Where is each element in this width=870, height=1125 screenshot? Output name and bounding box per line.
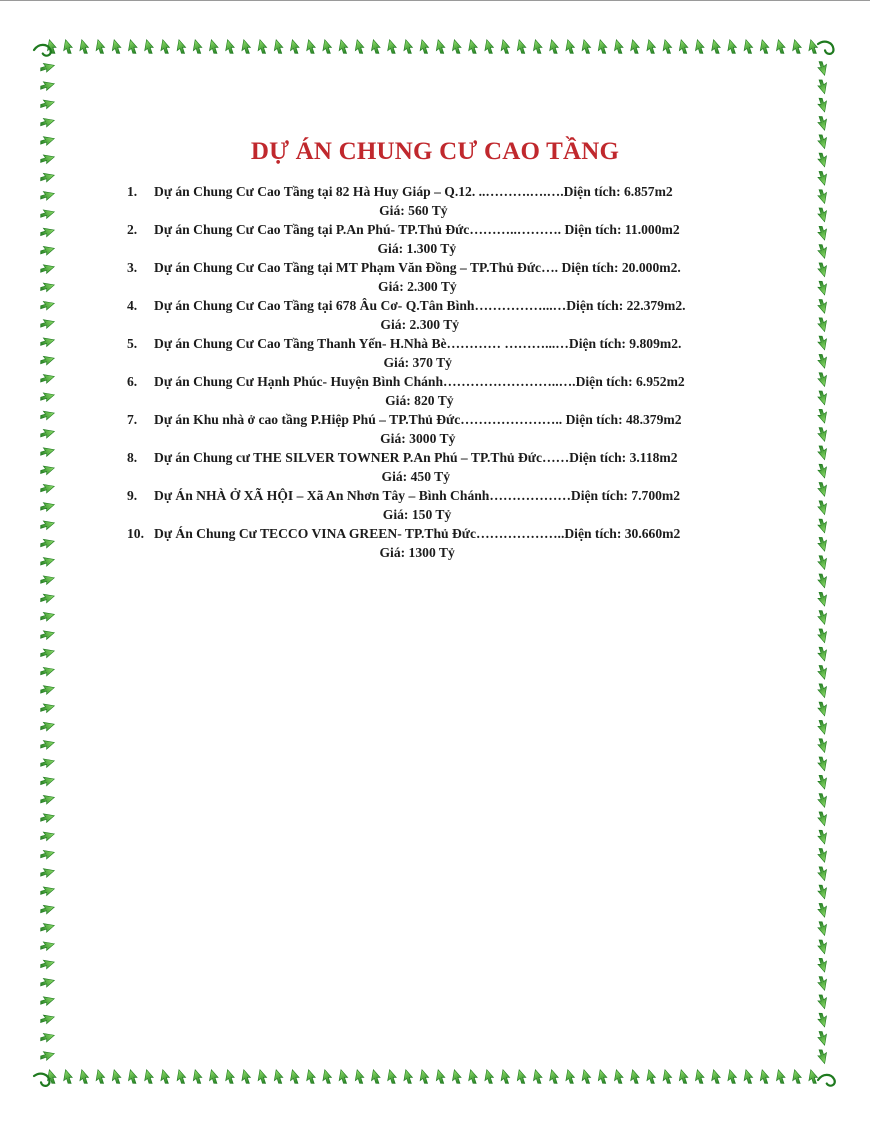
- green-arrow-icon: [815, 262, 829, 277]
- project-price-line: [127, 467, 787, 486]
- green-arrow-icon: [40, 427, 55, 441]
- green-arrow-icon: [815, 1031, 829, 1046]
- green-arrow-icon: [815, 573, 829, 588]
- project-line: [127, 486, 787, 505]
- project-price-line: [127, 543, 787, 562]
- green-arrow-icon: [726, 40, 740, 55]
- green-arrow-icon: [40, 189, 55, 203]
- project-price: Giá: 150 Tỷ: [382, 507, 452, 522]
- green-arrow-icon: [40, 391, 55, 405]
- green-arrow-icon: [40, 629, 55, 643]
- green-arrow-icon: [418, 40, 432, 55]
- project-number: 5.: [127, 336, 138, 351]
- green-arrow-icon: [661, 1070, 675, 1085]
- green-arrow-icon: [353, 40, 367, 55]
- project-price: Giá: 2.300 Tỷ: [380, 317, 460, 332]
- green-arrow-icon: [40, 336, 55, 350]
- green-arrow-icon: [223, 40, 237, 55]
- green-arrow-icon: [40, 1031, 55, 1045]
- green-arrow-icon: [385, 1070, 399, 1085]
- green-arrow-icon: [142, 40, 156, 55]
- green-arrow-icon: [434, 1070, 448, 1085]
- green-arrow-icon: [159, 40, 173, 55]
- green-arrow-icon: [483, 40, 497, 55]
- green-arrow-icon: [369, 40, 383, 55]
- green-arrow-icon: [790, 40, 804, 55]
- project-price-line: [127, 315, 787, 334]
- green-arrow-icon: [815, 500, 829, 515]
- green-arrow-icon: [288, 1070, 302, 1085]
- green-arrow-icon: [815, 1049, 829, 1064]
- project-item: [127, 220, 787, 258]
- green-arrow-icon: [815, 244, 829, 259]
- project-price: Giá: 820 Tỷ: [385, 393, 454, 408]
- green-arrow-icon: [815, 719, 829, 734]
- green-arrow-icon: [40, 555, 55, 569]
- green-arrow-icon: [628, 1070, 642, 1085]
- green-arrow-icon: [815, 463, 829, 478]
- green-arrow-icon: [40, 61, 55, 75]
- green-arrow-icon: [815, 774, 829, 789]
- green-arrow-icon: [815, 445, 829, 460]
- green-arrow-icon: [40, 317, 55, 331]
- green-arrow-icon: [499, 1070, 513, 1085]
- green-arrow-icon: [94, 1070, 108, 1085]
- green-arrow-icon: [466, 1070, 480, 1085]
- green-arrow-icon: [402, 40, 416, 55]
- green-arrow-icon: [815, 79, 829, 94]
- green-arrow-icon: [337, 40, 351, 55]
- project-item: [127, 486, 787, 524]
- green-arrow-icon: [677, 1070, 691, 1085]
- green-arrow-icon: [466, 40, 480, 55]
- project-description: Dự án Chung Cư Cao Tầng tại 678 Âu Cơ- Q.Tân Bình……………...…Diện tích: 22.379m2.: [154, 298, 686, 313]
- green-arrow-icon: [815, 921, 829, 936]
- green-arrow-icon: [40, 116, 55, 130]
- green-arrow-icon: [78, 40, 92, 55]
- green-arrow-icon: [78, 1070, 92, 1085]
- green-arrow-icon: [483, 1070, 497, 1085]
- corner-swirl-icon: [817, 40, 835, 54]
- green-arrow-icon: [272, 1070, 286, 1085]
- project-price-line: [127, 391, 787, 410]
- green-arrow-icon: [564, 1070, 578, 1085]
- green-arrow-icon: [418, 1070, 432, 1085]
- green-arrow-icon: [175, 40, 189, 55]
- green-arrow-icon: [815, 756, 829, 771]
- project-price: Giá: 1300 Tỷ: [379, 545, 455, 560]
- green-arrow-icon: [40, 885, 55, 899]
- project-number: 3.: [127, 260, 138, 275]
- project-price: Giá: 3000 Tỷ: [380, 431, 456, 446]
- project-number: 6.: [127, 374, 138, 389]
- project-line: [127, 410, 787, 429]
- green-arrow-icon: [815, 482, 829, 497]
- green-arrow-icon: [815, 866, 829, 881]
- green-arrow-icon: [40, 500, 55, 514]
- green-arrow-icon: [612, 40, 626, 55]
- project-description: Dự án Chung Cư Cao Tầng tại P.An Phú- TP.Thủ Đức………..………. Diện tích: 11.000m2: [154, 222, 680, 237]
- project-number: 1.: [127, 184, 138, 199]
- project-line: [127, 258, 787, 277]
- green-arrow-icon: [774, 40, 788, 55]
- project-price-line: [127, 239, 787, 258]
- project-description: Dự án Chung Cư Hạnh Phúc- Huyện Bình Chánh……………………..….Diện tích: 6.952m2: [154, 374, 685, 389]
- project-item: [127, 296, 787, 334]
- project-number: 7.: [127, 412, 138, 427]
- project-item: [127, 372, 787, 410]
- project-description: Dự án Chung Cư Cao Tầng Thanh Yến- H.Nhà Bè………… ………...…Diện tích: 9.809m2.: [154, 336, 682, 351]
- green-arrow-icon: [126, 40, 140, 55]
- green-arrow-icon: [304, 1070, 318, 1085]
- green-arrow-icon: [304, 40, 318, 55]
- green-arrow-icon: [191, 1070, 205, 1085]
- green-arrow-icon: [40, 208, 55, 222]
- green-arrow-icon: [40, 866, 55, 880]
- green-arrow-icon: [40, 592, 55, 606]
- green-arrow-icon: [40, 848, 55, 862]
- green-arrow-icon: [40, 976, 55, 990]
- green-arrow-icon: [207, 40, 221, 55]
- green-arrow-icon: [40, 464, 55, 478]
- green-arrow-icon: [815, 701, 829, 716]
- green-arrow-icon: [815, 335, 829, 350]
- project-price-line: [127, 429, 787, 448]
- green-arrow-icon: [580, 1070, 594, 1085]
- green-arrow-icon: [790, 1070, 804, 1085]
- page-title: DỰ ÁN CHUNG CƯ CAO TẦNG: [250, 138, 620, 165]
- green-arrow-icon: [815, 61, 829, 76]
- green-arrow-icon: [815, 811, 829, 826]
- green-arrow-icon: [321, 40, 335, 55]
- project-price-line: [127, 201, 787, 220]
- project-number: 2.: [127, 222, 138, 237]
- green-arrow-icon: [645, 40, 659, 55]
- green-arrow-icon: [807, 40, 821, 55]
- green-arrow-icon: [815, 646, 829, 661]
- green-arrow-icon: [40, 574, 55, 588]
- project-description: Dự án Chung Cư Cao Tầng tại MT Phạm Văn Đồng – TP.Thủ Đức…. Diện tích: 20.000m2.: [154, 260, 681, 275]
- green-arrow-icon: [40, 446, 55, 460]
- green-arrow-icon: [434, 40, 448, 55]
- green-arrow-icon: [337, 1070, 351, 1085]
- green-arrow-icon: [40, 647, 55, 661]
- green-arrow-icon: [207, 1070, 221, 1085]
- green-arrow-icon: [223, 1070, 237, 1085]
- green-arrow-icon: [596, 1070, 610, 1085]
- green-arrow-icon: [40, 921, 55, 935]
- green-arrow-icon: [815, 189, 829, 204]
- green-arrow-icon: [191, 40, 205, 55]
- green-arrow-icon: [815, 1012, 829, 1027]
- green-arrow-icon: [40, 482, 55, 496]
- green-arrow-icon: [628, 40, 642, 55]
- green-arrow-icon: [815, 793, 829, 808]
- project-line: [127, 220, 787, 239]
- green-arrow-icon: [742, 40, 756, 55]
- project-description: Dự Án NHÀ Ở XÃ HỘI – Xã An Nhơn Tây – Bình Chánh………………Diện tích: 7.700m2: [154, 488, 681, 503]
- project-item: [127, 258, 787, 296]
- green-arrow-icon: [815, 280, 829, 295]
- green-arrow-icon: [815, 518, 829, 533]
- green-arrow-icon: [40, 958, 55, 972]
- green-arrow-icon: [693, 40, 707, 55]
- project-price: Giá: 2.300 Tỷ: [378, 279, 457, 294]
- green-arrow-icon: [450, 40, 464, 55]
- green-arrow-icon: [272, 40, 286, 55]
- project-item: [127, 448, 787, 486]
- project-number: 4.: [127, 298, 138, 313]
- green-arrow-icon: [40, 226, 55, 240]
- project-description: Dự án Chung Cư Cao Tầng tại 82 Hà Huy Giáp – Q.12. ..……….….….Diện tích: 6.857m2: [154, 184, 673, 199]
- green-arrow-icon: [774, 1070, 788, 1085]
- green-arrow-icon: [515, 40, 529, 55]
- green-arrow-icon: [385, 40, 399, 55]
- green-arrow-icon: [40, 793, 55, 807]
- project-number: 8.: [127, 450, 138, 465]
- green-arrow-icon: [40, 98, 55, 112]
- green-arrow-icon: [40, 610, 55, 624]
- green-arrow-icon: [40, 775, 55, 789]
- green-arrow-icon: [693, 1070, 707, 1085]
- green-arrow-icon: [40, 812, 55, 826]
- green-arrow-icon: [61, 40, 75, 55]
- green-arrow-icon: [815, 683, 829, 698]
- green-arrow-icon: [256, 1070, 270, 1085]
- green-arrow-icon: [40, 244, 55, 258]
- green-arrow-icon: [175, 1070, 189, 1085]
- green-arrow-icon: [758, 1070, 772, 1085]
- green-arrow-icon: [815, 591, 829, 606]
- green-arrow-icon: [531, 40, 545, 55]
- green-arrow-icon: [758, 40, 772, 55]
- project-line: [127, 448, 787, 467]
- green-arrow-icon: [142, 1070, 156, 1085]
- green-arrow-icon: [815, 390, 829, 405]
- green-arrow-icon: [40, 683, 55, 697]
- project-description: Dự án Khu nhà ở cao tầng P.Hiệp Phú – TP.Thủ Đức………………….. Diện tích: 48.379m2: [154, 412, 682, 427]
- green-arrow-icon: [94, 40, 108, 55]
- green-arrow-icon: [709, 40, 723, 55]
- project-item: [127, 524, 787, 562]
- green-arrow-icon: [450, 1070, 464, 1085]
- green-arrow-icon: [815, 884, 829, 899]
- green-arrow-icon: [40, 720, 55, 734]
- green-arrow-icon: [815, 207, 829, 222]
- green-arrow-icon: [815, 353, 829, 368]
- green-arrow-icon: [321, 1070, 335, 1085]
- green-arrow-icon: [126, 1070, 140, 1085]
- green-arrow-icon: [40, 903, 55, 917]
- project-price-line: [127, 353, 787, 372]
- project-number: 9.: [127, 488, 138, 503]
- green-arrow-icon: [40, 702, 55, 716]
- green-arrow-icon: [499, 40, 513, 55]
- green-arrow-icon: [40, 80, 55, 94]
- green-arrow-icon: [815, 299, 829, 314]
- project-description: Dự án Chung cư THE SILVER TOWNER P.An Phú – TP.Thủ Đức……Diện tích: 3.118m2: [154, 450, 678, 465]
- project-item: [127, 182, 787, 220]
- green-arrow-icon: [815, 994, 829, 1009]
- green-arrow-icon: [709, 1070, 723, 1085]
- green-arrow-icon: [40, 940, 55, 954]
- green-arrow-icon: [645, 1070, 659, 1085]
- green-arrow-icon: [40, 263, 55, 277]
- green-arrow-icon: [40, 519, 55, 533]
- project-list: [127, 182, 787, 562]
- green-arrow-icon: [547, 40, 561, 55]
- green-arrow-icon: [240, 1070, 254, 1085]
- green-arrow-icon: [815, 939, 829, 954]
- green-arrow-icon: [40, 757, 55, 771]
- green-arrow-icon: [564, 40, 578, 55]
- green-arrow-icon: [612, 1070, 626, 1085]
- project-item: [127, 410, 787, 448]
- green-arrow-icon: [256, 40, 270, 55]
- project-price: Giá: 1.300 Tỷ: [377, 241, 457, 256]
- project-item: [127, 334, 787, 372]
- green-arrow-icon: [40, 1049, 55, 1063]
- green-arrow-icon: [531, 1070, 545, 1085]
- project-line: [127, 296, 787, 315]
- corner-swirl-icon: [33, 1072, 51, 1086]
- project-line: [127, 524, 787, 543]
- project-price: Giá: 370 Tỷ: [383, 355, 452, 370]
- green-arrow-icon: [815, 408, 829, 423]
- green-arrow-icon: [40, 171, 55, 185]
- green-arrow-icon: [742, 1070, 756, 1085]
- green-arrow-icon: [815, 116, 829, 131]
- project-line: [127, 334, 787, 353]
- green-arrow-icon: [596, 40, 610, 55]
- green-arrow-icon: [547, 1070, 561, 1085]
- green-arrow-icon: [580, 40, 594, 55]
- green-arrow-icon: [815, 372, 829, 387]
- green-arrow-icon: [661, 40, 675, 55]
- green-arrow-icon: [353, 1070, 367, 1085]
- green-arrow-icon: [40, 281, 55, 295]
- green-arrow-icon: [815, 628, 829, 643]
- green-arrow-icon: [815, 170, 829, 185]
- green-arrow-icon: [159, 1070, 173, 1085]
- green-arrow-icon: [40, 665, 55, 679]
- green-arrow-icon: [815, 829, 829, 844]
- green-arrow-icon: [815, 976, 829, 991]
- green-arrow-icon: [815, 610, 829, 625]
- project-line: [127, 372, 787, 391]
- green-arrow-icon: [815, 555, 829, 570]
- green-arrow-icon: [815, 665, 829, 680]
- green-arrow-icon: [677, 40, 691, 55]
- green-arrow-icon: [288, 40, 302, 55]
- green-arrow-icon: [815, 957, 829, 972]
- project-price-line: [127, 505, 787, 524]
- project-number: 10.: [127, 526, 144, 541]
- green-arrow-icon: [369, 1070, 383, 1085]
- green-arrow-icon: [815, 738, 829, 753]
- green-arrow-icon: [515, 1070, 529, 1085]
- green-arrow-icon: [40, 1013, 55, 1027]
- green-arrow-icon: [815, 427, 829, 442]
- green-arrow-icon: [815, 317, 829, 332]
- project-price-line: [127, 277, 787, 296]
- green-arrow-icon: [402, 1070, 416, 1085]
- green-arrow-icon: [40, 354, 55, 368]
- green-arrow-icon: [110, 40, 124, 55]
- project-price: Giá: 560 Tỷ: [379, 203, 448, 218]
- project-description: Dự Án Chung Cư TECCO VINA GREEN- TP.Thủ Đức………………..Diện tích: 30.660m2: [154, 526, 681, 541]
- green-arrow-icon: [40, 830, 55, 844]
- green-arrow-icon: [110, 1070, 124, 1085]
- green-arrow-icon: [40, 299, 55, 313]
- project-line: [127, 182, 787, 201]
- green-arrow-icon: [40, 995, 55, 1009]
- green-arrow-icon: [40, 537, 55, 551]
- corner-swirl-icon: [817, 1074, 835, 1088]
- project-price: Giá: 450 Tỷ: [381, 469, 451, 484]
- green-arrow-icon: [40, 738, 55, 752]
- green-arrow-icon: [815, 848, 829, 863]
- green-arrow-icon: [726, 1070, 740, 1085]
- green-arrow-icon: [815, 536, 829, 551]
- green-arrow-icon: [815, 902, 829, 917]
- green-arrow-icon: [40, 409, 55, 423]
- green-arrow-icon: [240, 40, 254, 55]
- green-arrow-icon: [61, 1070, 75, 1085]
- green-arrow-icon: [815, 97, 829, 112]
- green-arrow-icon: [807, 1070, 821, 1085]
- green-arrow-icon: [815, 225, 829, 240]
- green-arrow-icon: [40, 372, 55, 386]
